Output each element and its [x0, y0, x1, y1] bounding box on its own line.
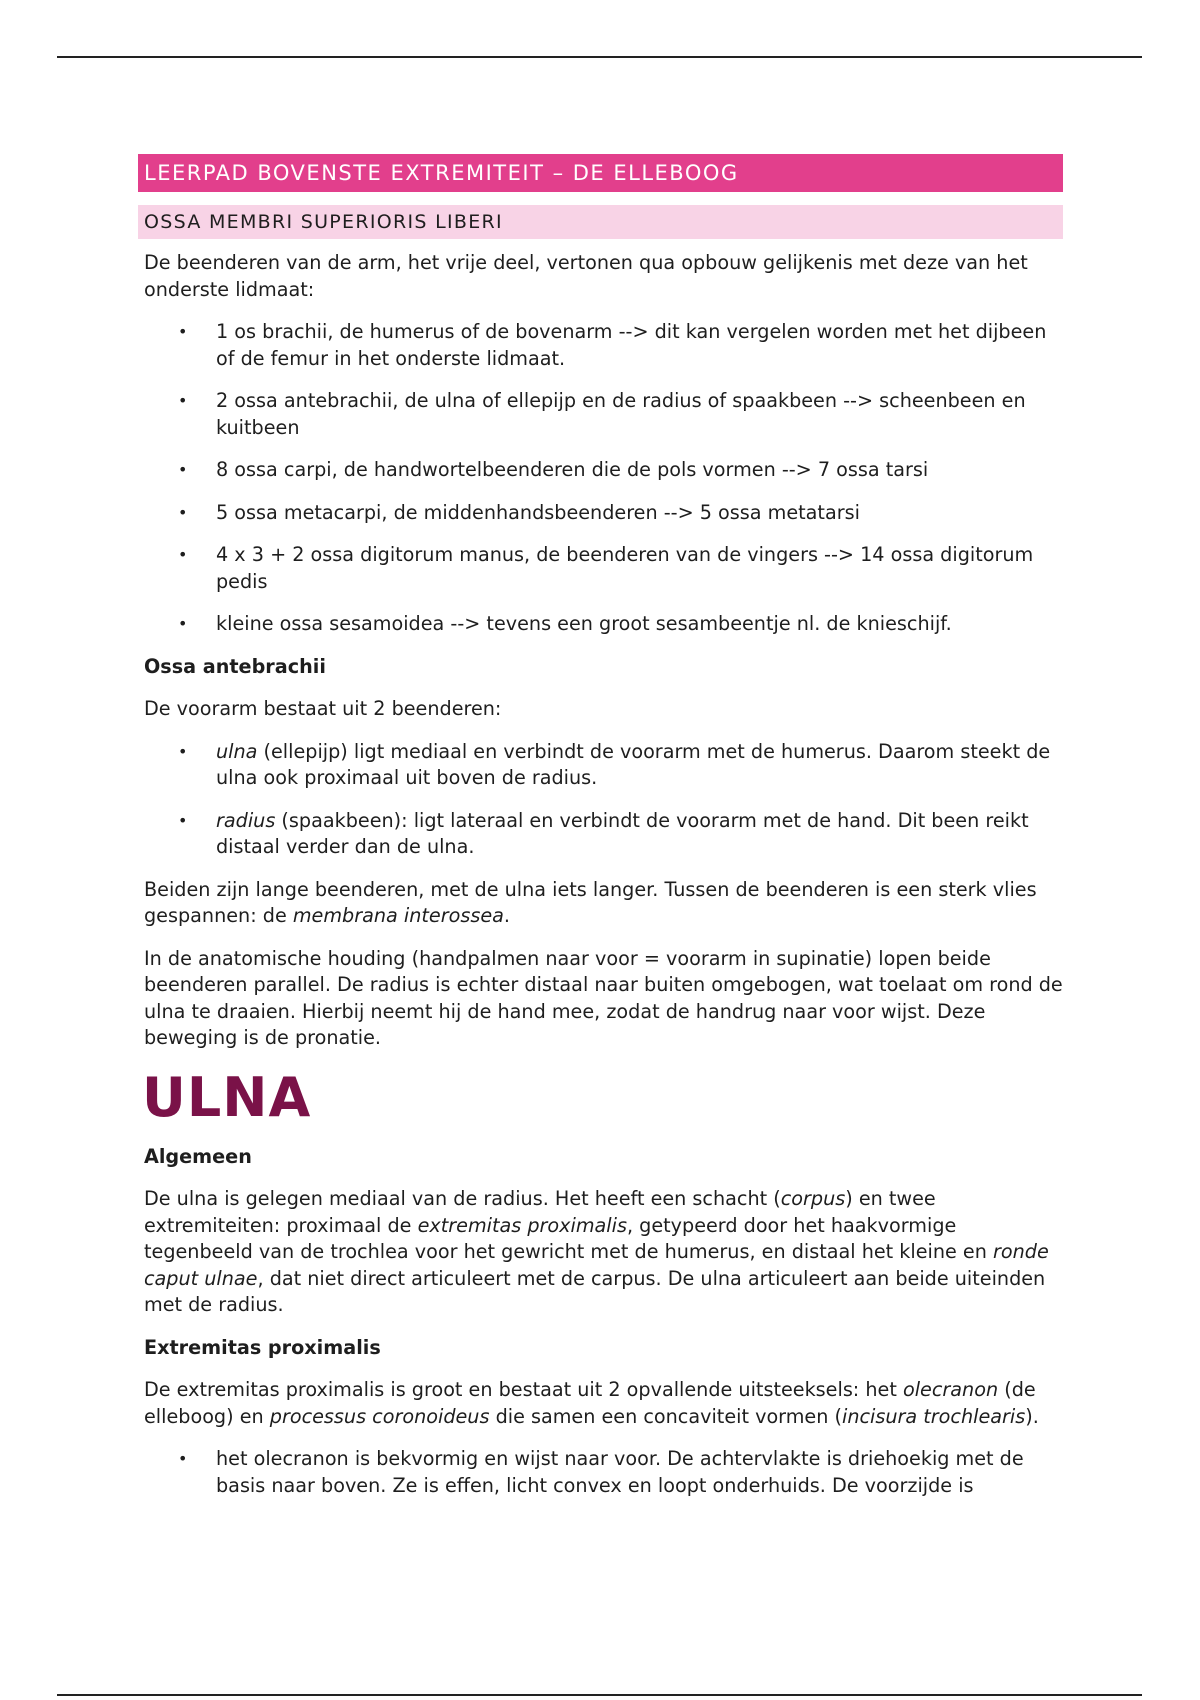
list-item: • radius (spaakbeen): ligt lateraal en verbindt de voorarm met de hand. Dit been reikt distaal verder dan de ulna. — [178, 808, 1029, 858]
antebrachii-intro: De voorarm bestaat uit 2 beenderen: — [144, 697, 502, 720]
section-banner: OSSA MEMBRI SUPERIORIS LIBERI — [138, 205, 1063, 239]
bullet-icon: • — [178, 391, 188, 410]
bullet-icon: • — [178, 545, 188, 564]
bones-list — [138, 319, 1063, 638]
bullet-icon: • — [178, 810, 188, 830]
ulna-title: ULNA — [142, 1065, 312, 1129]
olecranon-list — [138, 1446, 1063, 1499]
bullet-icon: • — [178, 502, 188, 522]
page-content — [138, 154, 1063, 1515]
antebrachii-heading: Ossa antebrachii — [144, 654, 326, 678]
membrana-paragraph: Beiden zijn lange beenderen, met de ulna iets langer. Tussen de beenderen is een sterk vlies gespannen: de membrana interossea. — [144, 877, 1037, 927]
list-item: • kleine ossa sesamoidea --> tevens een groot sesambeentje nl. de knieschijf. — [138, 611, 1063, 638]
list-item: • 5 ossa metacarpi, de middenhandsbeenderen --> 5 ossa metatarsi — [138, 500, 1063, 527]
list-item: • 8 ossa carpi, de handwortelbeenderen die de pols vormen --> 7 ossa tarsi — [138, 457, 1063, 484]
bottom-rule — [57, 1694, 1142, 1696]
algemeen-paragraph: De ulna is gelegen mediaal van de radius. Het heeft een schacht (corpus) en twee extremiteiten: proximaal de extremitas proximalis, getypeerd door het haakvormige tegenbeeld van de trochlea voor het gewricht met de humerus, en distaal het kleine en ronde caput ulnae, dat niet direct articuleert met de carpus. De ulna articuleert aan beide uiteinden met de radius. — [144, 1187, 1049, 1316]
bullet-icon: • — [178, 1449, 188, 1468]
bullet-icon: • — [178, 741, 188, 761]
algemeen-heading: Algemeen — [144, 1144, 252, 1168]
chapter-banner: LEERPAD BOVENSTE EXTREMITEIT – DE ELLEBOOG — [138, 154, 1063, 192]
extremitas-proximalis-paragraph: De extremitas proximalis is groot en bestaat uit 2 opvallende uitsteeksels: het olecranon (de elleboog) en processus coronoideus die samen een concaviteit vormen (incisura trochlearis). — [144, 1378, 1039, 1428]
top-rule — [57, 56, 1142, 58]
forearm-bones-list — [138, 739, 1063, 861]
pronation-paragraph: In de anatomische houding (handpalmen naar voor = voorarm in supinatie) lopen beide beenderen parallel. De radius is echter distaal naar buiten omgebogen, wat toelaat om rond de ulna te draaien. Hierbij neemt hij de hand mee, zodat de handrug naar voor wijst. Deze beweging is de pronatie. — [144, 946, 1063, 1049]
list-item: • 1 os brachii, de humerus of de bovenarm --> dit kan vergelen worden met het dijbeen of de femur in het onderste lidmaat. — [178, 320, 1047, 370]
bullet-icon: • — [178, 322, 188, 341]
intro-paragraph: De beenderen van de arm, het vrije deel, vertonen qua opbouw gelijkenis met deze van het onderste lidmaat: — [144, 251, 1028, 301]
bullet-icon: • — [178, 460, 188, 479]
bullet-icon: • — [178, 614, 188, 633]
list-item: • ulna (ellepijp) ligt mediaal en verbindt de voorarm met de humerus. Daarom steekt de ulna ook proximaal uit boven de radius. — [178, 739, 1051, 789]
list-item: • 4 x 3 + 2 ossa digitorum manus, de beenderen van de vingers --> 14 ossa digitorum pedis — [178, 543, 1034, 593]
list-item: • 2 ossa antebrachii, de ulna of ellepijp en de radius of spaakbeen --> scheenbeen en kuitbeen — [178, 389, 1026, 439]
extremitas-proximalis-heading: Extremitas proximalis — [144, 1335, 381, 1359]
list-item: • het olecranon is bekvormig en wijst naar voor. De achtervlakte is driehoekig met de basis naar boven. Ze is effen, licht convex en loopt onderhuids. De voorzijde is — [178, 1447, 1024, 1497]
